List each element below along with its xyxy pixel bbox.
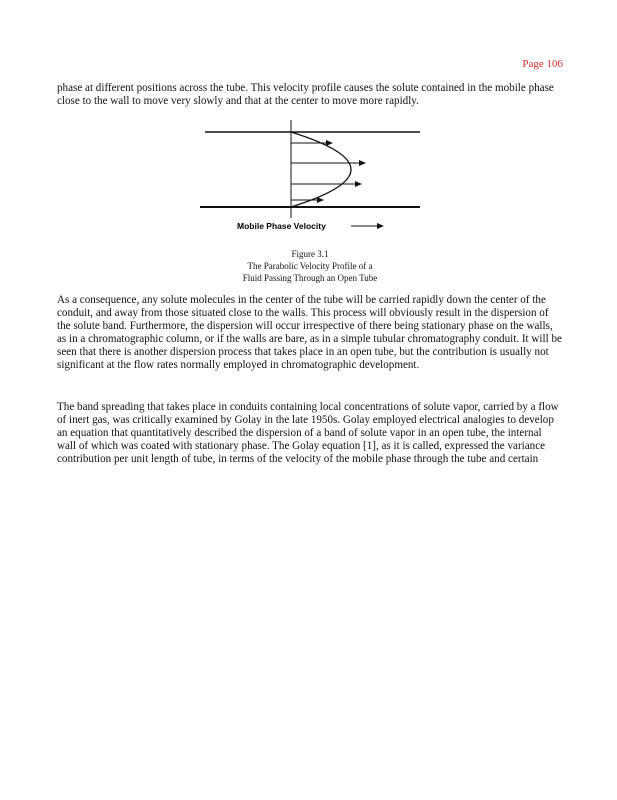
paragraph-golay: The band spreading that takes place in conduits containing local concentrations of solute vapor, carried by a flow of inert gas, was critically examined by Golay in the late 1950s. Golay employed electrical analogies to develop an equation that quantitatively described the dispersion of a band of solute vapor in an open tube, the internal wall of which was coated with stationary phase. The Golay equation [1], as it is called, expressed the variance contribution per unit length of tube, in terms of the velocity of the mobile phase through the tube and certain — [57, 401, 559, 465]
velocity-arrows — [291, 143, 365, 200]
figure-title-line1: The Parabolic Velocity Profile of a — [247, 261, 373, 271]
paragraph-intro: phase at different positions across the tube. This velocity profile causes the solute contained in the mobile phase close to the wall to move very slowly and that at the center to move more rapidly. — [57, 82, 554, 107]
figure-number: Figure 3.1 — [291, 249, 329, 259]
figure-title-line2: Fluid Passing Through an Open Tube — [242, 273, 378, 283]
page-number: Page 106 — [522, 58, 563, 70]
figure-axis-label: Mobile Phase Velocity — [237, 221, 326, 231]
velocity-profile-figure — [195, 116, 425, 241]
paragraph-dispersion: As a consequence, any solute molecules in the center of the tube will be carried rapidly down the center of the conduit, and away from those situated close to the walls. This process will obviously result in the dispersion of the solute band. Furthermore, the dispersion will occur irrespective of there being stationary phase on the walls, as in a chromatographic column, or if the walls are bare, as in a simple tubular chromatography conduit. It will be seen that there is another dispersion process that takes place in an open tube, but the contribution is usually not significant at the flow rates normally employed in chromatographic development. — [57, 294, 562, 371]
figure-caption — [160, 248, 460, 284]
